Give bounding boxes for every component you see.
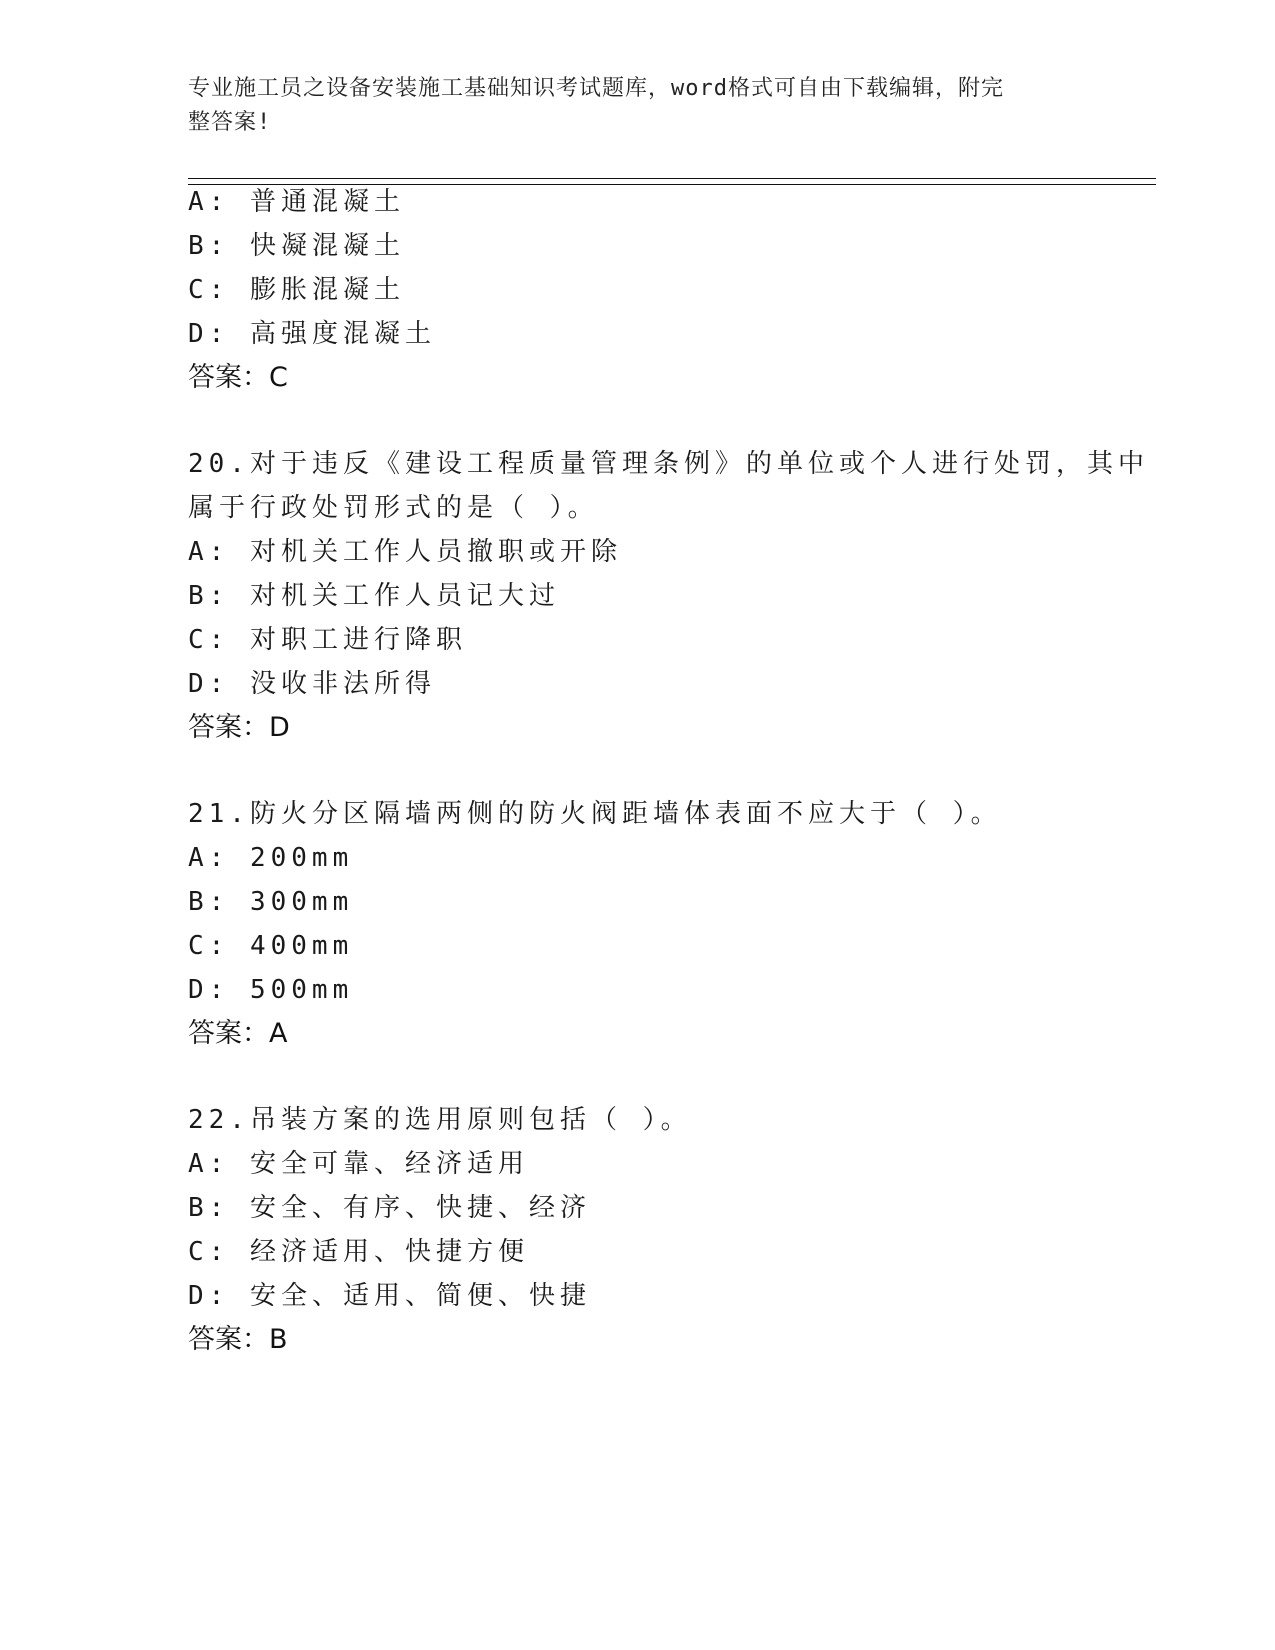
q21-option-d: D: 500mm xyxy=(188,975,354,1005)
q21-option-c: C: 400mm xyxy=(188,931,354,961)
q19-option-d: D: 高强度混凝土 xyxy=(188,319,436,349)
header-line-1: 专业施工员之设备安装施工基础知识考试题库，word格式可自由下载编辑，附完 xyxy=(188,76,1004,101)
q21-option-b: B: 300mm xyxy=(188,887,354,917)
q19-answer: 答案：C xyxy=(188,362,288,393)
q20-stem-line-1: 20.对于违反《建设工程质量管理条例》的单位或个人进行处罚，其中 xyxy=(188,449,1149,479)
q22-answer: 答案：B xyxy=(188,1324,288,1355)
q19-option-a: A: 普通混凝土 xyxy=(188,187,405,217)
q22-option-c: C: 经济适用、快捷方便 xyxy=(188,1237,529,1267)
q20-option-c: C: 对职工进行降职 xyxy=(188,625,467,655)
header-line-2: 整答案! xyxy=(188,110,272,135)
q22-option-b: B: 安全、有序、快捷、经济 xyxy=(188,1193,591,1223)
q21-option-a: A: 200mm xyxy=(188,843,354,873)
q19-option-c: C: 膨胀混凝土 xyxy=(188,275,405,305)
q22-option-d: D: 安全、适用、简便、快捷 xyxy=(188,1281,591,1311)
q21-stem-line-1: 21.防火分区隔墙两侧的防火阀距墙体表面不应大于（ ）。 xyxy=(188,799,1002,829)
q20-option-d: D: 没收非法所得 xyxy=(188,669,436,699)
q22-option-a: A: 安全可靠、经济适用 xyxy=(188,1149,529,1179)
q22-stem-line-1: 22.吊装方案的选用原则包括（ ）。 xyxy=(188,1105,692,1135)
q19-option-b: B: 快凝混凝土 xyxy=(188,231,405,261)
header-divider xyxy=(188,178,1156,185)
q21-answer: 答案：A xyxy=(188,1018,288,1049)
q20-option-b: B: 对机关工作人员记大过 xyxy=(188,581,560,611)
document-header xyxy=(188,72,1068,140)
q20-option-a: A: 对机关工作人员撤职或开除 xyxy=(188,537,622,567)
q20-stem-line-2: 属于行政处罚形式的是（ ）。 xyxy=(188,493,599,523)
q20-answer: 答案：D xyxy=(188,712,290,743)
